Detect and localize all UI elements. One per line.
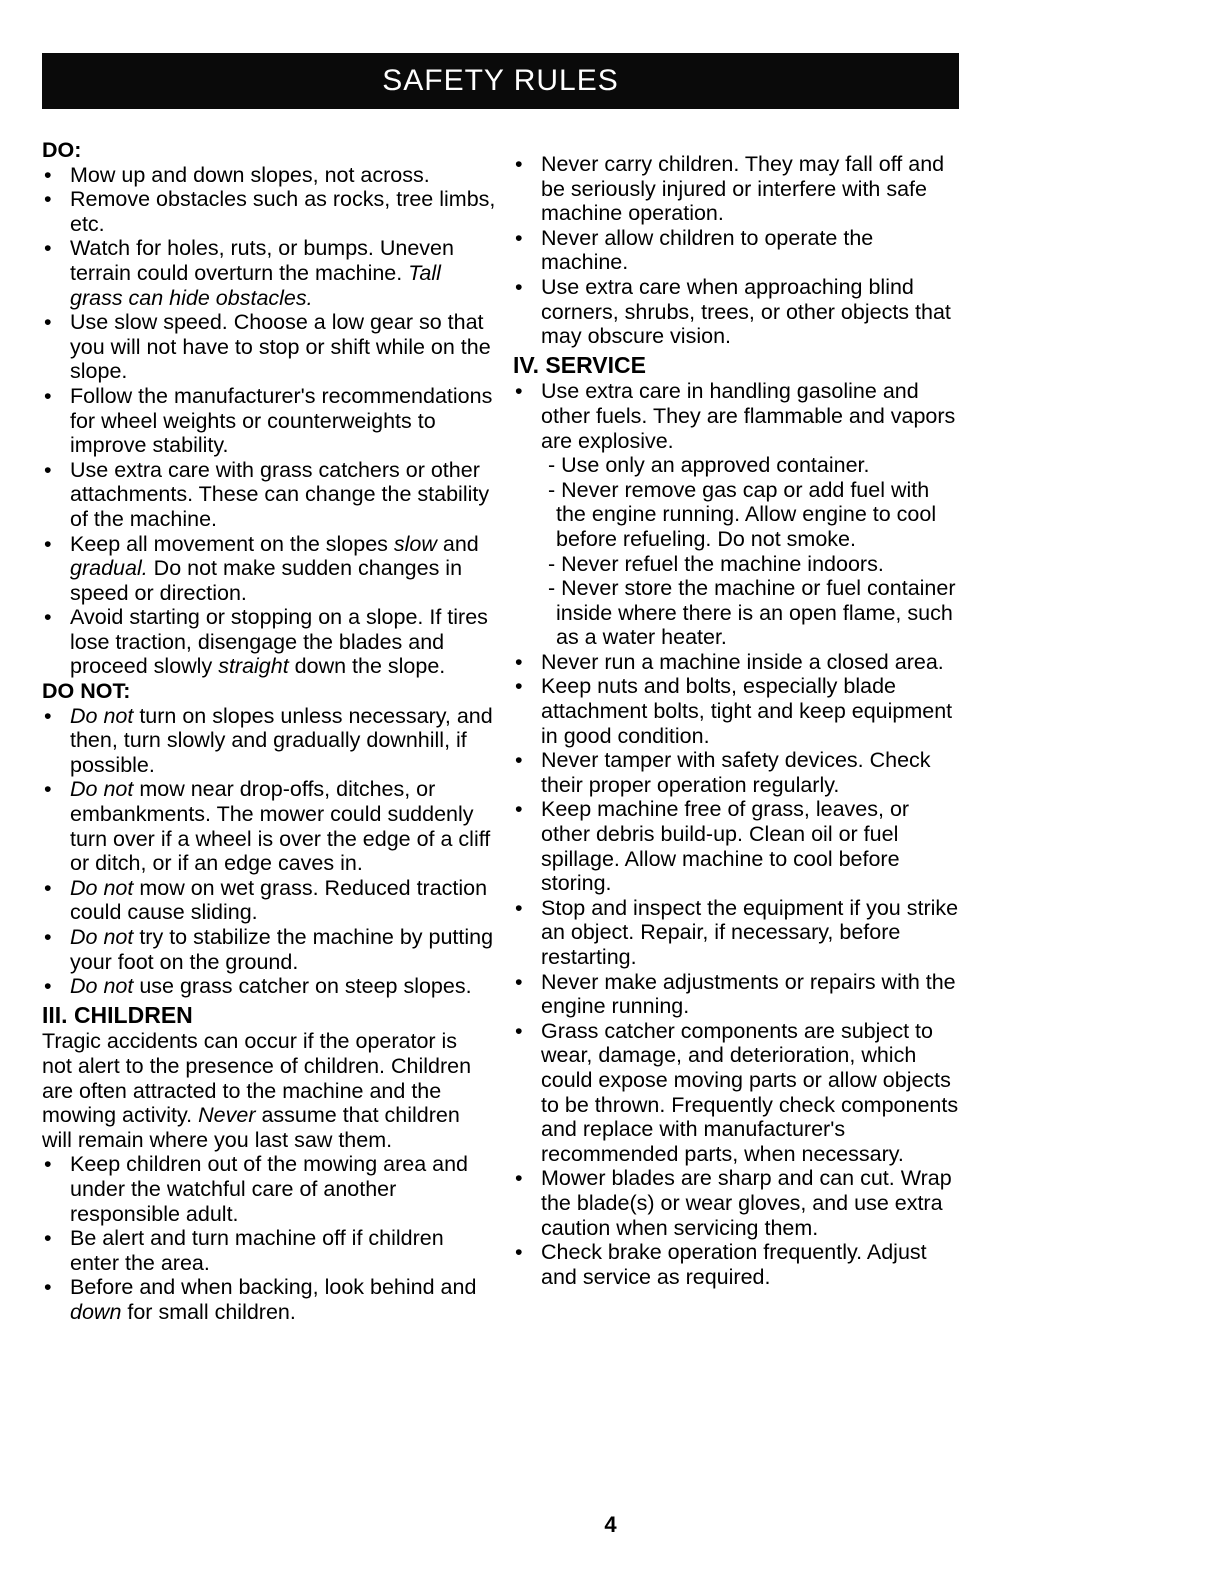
children-paragraph: Tragic accidents can occur if the operator is not alert to the presence of children. Children are often attracted to the machine and the mowing activity. Never assume that children will remain where you last saw them.: [42, 1029, 472, 1152]
right-column: [513, 152, 959, 1289]
do-heading: DO:: [42, 138, 82, 162]
list-item: • Use extra care when approaching blind corners, shrubs, trees, or other objects that may obscure vision.: [513, 275, 959, 349]
list-item: • Remove obstacles such as rocks, tree limbs, etc.: [42, 187, 497, 236]
sub-list-item: - Never store the machine or fuel container inside where there is an open flame, such as a water heater.: [548, 576, 956, 650]
list-item: • Watch for holes, ruts, or bumps. Uneven terrain could overturn the machine. Tall grass can hide obstacles.: [42, 236, 497, 310]
list-item: • Be alert and turn machine off if children enter the area.: [42, 1226, 497, 1275]
list-item: • Mow up and down slopes, not across.: [42, 163, 497, 188]
list-item: • Check brake operation frequently. Adjust and service as required.: [513, 1240, 959, 1289]
list-item: • Never allow children to operate the machine.: [513, 226, 959, 275]
list-item: • Do not use grass catcher on steep slopes.: [42, 974, 497, 999]
sub-list-item: - Use only an approved container.: [548, 453, 870, 478]
left-column: [42, 138, 497, 1325]
list-item: • Do not try to stabilize the machine by putting your foot on the ground.: [42, 925, 497, 974]
list-item: • Keep all movement on the slopes slow and gradual. Do not make sudden changes in speed or direction.: [42, 532, 497, 606]
list-item: • Never carry children. They may fall off and be seriously injured or interfere with safe machine operation.: [513, 152, 959, 226]
list-item: • Avoid starting or stopping on a slope. If tires lose traction, disengage the blades and proceed slowly straight down the slope.: [42, 605, 497, 679]
children-list-continued: [513, 152, 959, 349]
list-item: • Never make adjustments or repairs with the engine running.: [513, 970, 959, 1019]
service-list: [513, 379, 959, 1289]
list-item: • Keep children out of the mowing area and under the watchful care of another responsible adult.: [42, 1152, 497, 1226]
list-item: • Do not mow near drop-offs, ditches, or embankments. The mower could suddenly turn over if a wheel is over the edge of a cliff or ditch, or if an edge caves in.: [42, 777, 497, 875]
banner-title: SAFETY RULES: [382, 64, 619, 97]
list-item: • Keep machine free of grass, leaves, or other debris build-up. Clean oil or fuel spillage. Allow machine to cool before storing.: [513, 797, 959, 895]
list-item: • Never run a machine inside a closed area.: [513, 650, 959, 675]
list-item: • Use extra care with grass catchers or other attachments. These can change the stability of the machine.: [42, 458, 497, 532]
do-list: [42, 163, 497, 679]
sub-list-item: - Never remove gas cap or add fuel with the engine running. Allow engine to cool before refueling. Do not smoke.: [548, 477, 937, 551]
section-banner: [42, 53, 959, 109]
list-item: • Mower blades are sharp and can cut. Wrap the blade(s) or wear gloves, and use extra caution when servicing them.: [513, 1166, 959, 1240]
sub-list-item: - Never refuel the machine indoors.: [548, 551, 884, 576]
children-heading: III. CHILDREN: [42, 1001, 193, 1028]
list-item: • Grass catcher components are subject to wear, damage, and deterioration, which could expose moving parts or allow objects to be thrown. Frequently check components and replace with manufacturer's recommended parts, when necessary.: [513, 1019, 959, 1167]
list-item: • Keep nuts and bolts, especially blade attachment bolts, tight and keep equipment in good condition.: [513, 674, 959, 748]
service-heading: IV. SERVICE: [513, 351, 646, 378]
do-not-heading: DO NOT:: [42, 679, 131, 704]
list-item: • Do not mow on wet grass. Reduced traction could cause sliding.: [42, 876, 497, 925]
list-item: • Stop and inspect the equipment if you strike an object. Repair, if necessary, before restarting.: [513, 896, 959, 970]
do-not-list: [42, 704, 497, 999]
children-list: [42, 1152, 497, 1324]
list-item: • Before and when backing, look behind and down for small children.: [42, 1275, 497, 1324]
list-item: • Follow the manufacturer's recommendations for wheel weights or counterweights to improve stability.: [42, 384, 497, 458]
list-item: • Use slow speed. Choose a low gear so that you will not have to stop or shift while on the slope.: [42, 310, 497, 384]
page-number: 4: [604, 1512, 617, 1537]
list-item: • Never tamper with safety devices. Check their proper operation regularly.: [513, 748, 959, 797]
list-item: • Do not turn on slopes unless necessary, and then, turn slowly and gradually downhill, if possible.: [42, 704, 497, 778]
list-item: • Use extra care in handling gasoline and other fuels. They are flammable and vapors are explosive.: [513, 379, 959, 453]
